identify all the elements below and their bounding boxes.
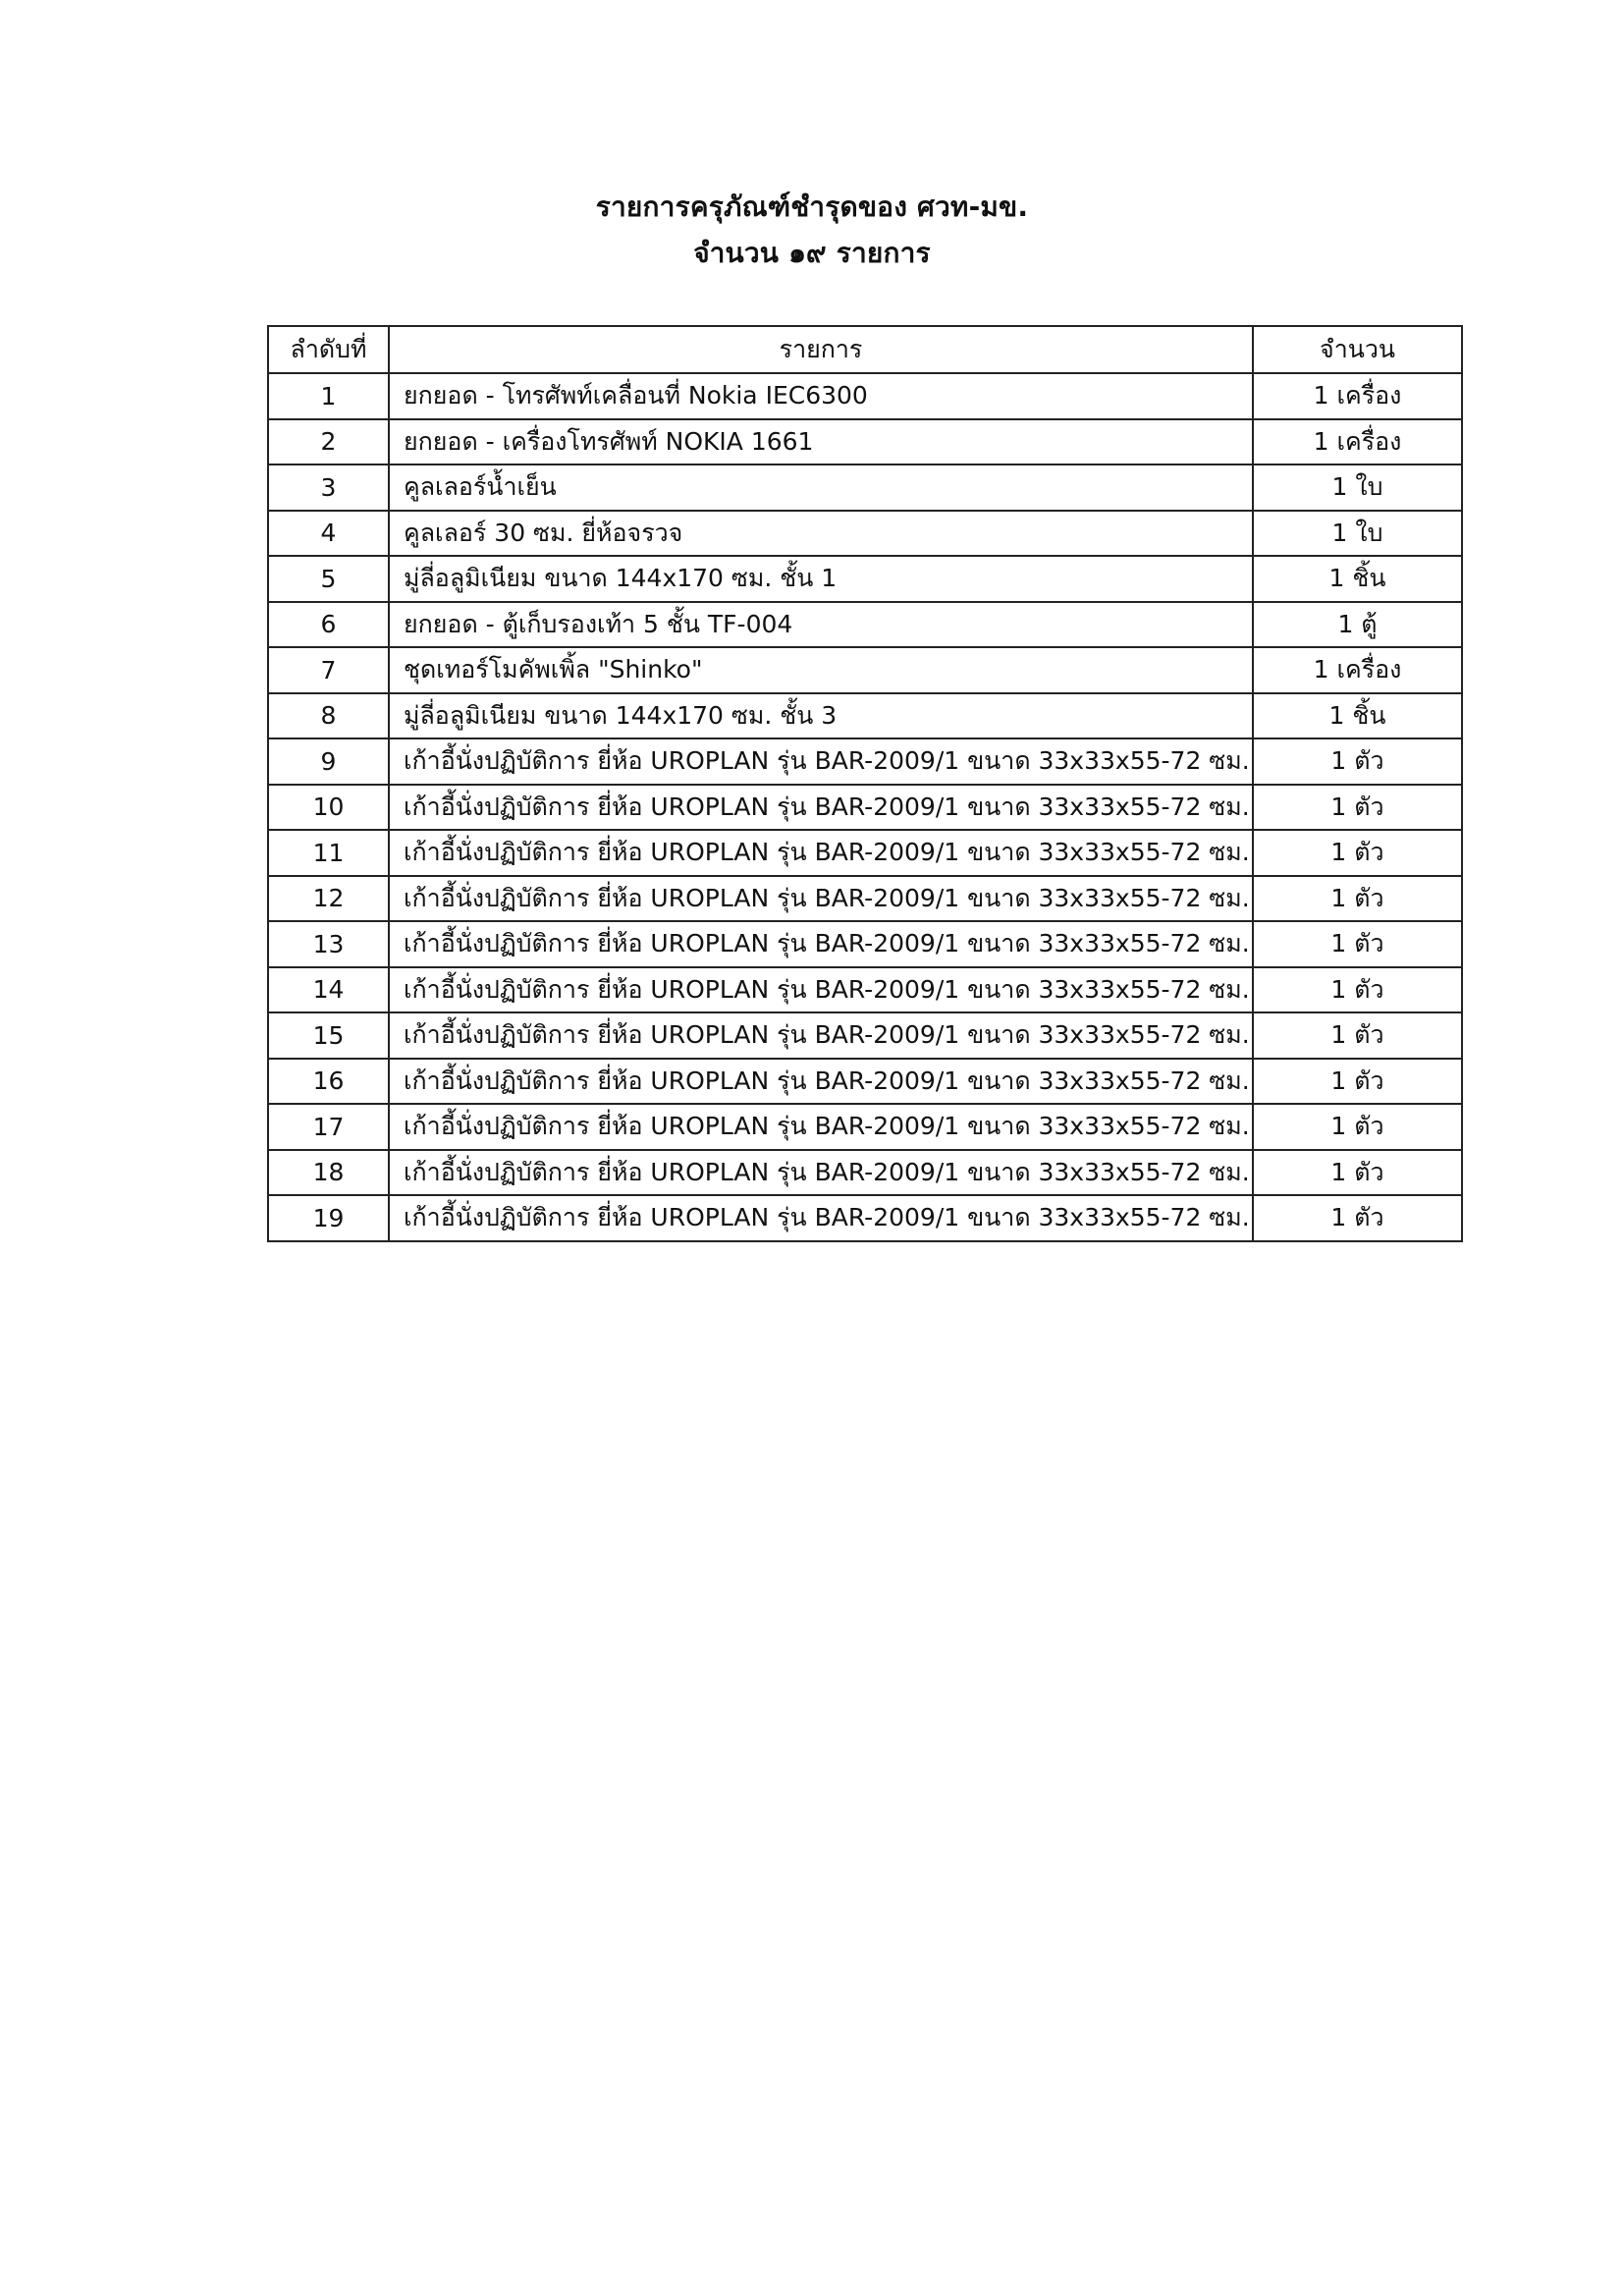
table-row bbox=[268, 1195, 1462, 1241]
header-qty: จำนวน bbox=[1253, 326, 1462, 373]
row-qty: 1 ใบ bbox=[1253, 511, 1462, 557]
row-qty: 1 ตัว bbox=[1253, 738, 1462, 785]
table-body bbox=[268, 373, 1462, 1241]
row-qty: 1 ตัว bbox=[1253, 785, 1462, 831]
row-item: มู่ลี่อลูมิเนียม ขนาด 144x170 ซม. ชั้น 1 bbox=[389, 556, 1253, 602]
row-qty: 1 ตัว bbox=[1253, 876, 1462, 922]
row-qty: 1 เครื่อง bbox=[1253, 419, 1462, 465]
table-row bbox=[268, 1059, 1462, 1105]
row-no: 11 bbox=[268, 830, 389, 876]
row-no: 14 bbox=[268, 967, 389, 1013]
table-row bbox=[268, 693, 1462, 739]
row-qty: 1 ชิ้น bbox=[1253, 556, 1462, 602]
row-qty: 1 ชิ้น bbox=[1253, 693, 1462, 739]
row-no: 1 bbox=[268, 373, 389, 419]
table-row bbox=[268, 419, 1462, 465]
row-item: คูลเลอร์น้ำเย็น bbox=[389, 465, 1253, 511]
row-qty: 1 ตัว bbox=[1253, 1150, 1462, 1196]
row-no: 8 bbox=[268, 693, 389, 739]
row-item: เก้าอี้นั่งปฏิบัติการ ยี่ห้อ UROPLAN รุ่น BAR-2009/1 ขนาด 33x33x55-72 ซม. bbox=[389, 1104, 1253, 1150]
table-row bbox=[268, 830, 1462, 876]
table-row bbox=[268, 1104, 1462, 1150]
row-no: 13 bbox=[268, 921, 389, 967]
document-subtitle: จำนวน ๑๙ รายการ bbox=[693, 237, 931, 269]
table-row bbox=[268, 556, 1462, 602]
row-qty: 1 ตัว bbox=[1253, 1059, 1462, 1105]
row-no: 5 bbox=[268, 556, 389, 602]
row-qty: 1 ตัว bbox=[1253, 1012, 1462, 1059]
row-qty: 1 ตัว bbox=[1253, 921, 1462, 967]
row-qty: 1 ตู้ bbox=[1253, 602, 1462, 648]
table-row bbox=[268, 511, 1462, 557]
row-no: 2 bbox=[268, 419, 389, 465]
row-item: เก้าอี้นั่งปฏิบัติการ ยี่ห้อ UROPLAN รุ่น BAR-2009/1 ขนาด 33x33x55-72 ซม. bbox=[389, 967, 1253, 1013]
row-item: เก้าอี้นั่งปฏิบัติการ ยี่ห้อ UROPLAN รุ่น BAR-2009/1 ขนาด 33x33x55-72 ซม. bbox=[389, 738, 1253, 785]
row-qty: 1 ใบ bbox=[1253, 465, 1462, 511]
row-item: เก้าอี้นั่งปฏิบัติการ ยี่ห้อ UROPLAN รุ่น BAR-2009/1 ขนาด 33x33x55-72 ซม. bbox=[389, 876, 1253, 922]
row-no: 15 bbox=[268, 1012, 389, 1059]
row-qty: 1 ตัว bbox=[1253, 830, 1462, 876]
row-no: 3 bbox=[268, 465, 389, 511]
table-row bbox=[268, 1150, 1462, 1196]
row-item: เก้าอี้นั่งปฏิบัติการ ยี่ห้อ UROPLAN รุ่น BAR-2009/1 ขนาด 33x33x55-72 ซม. bbox=[389, 785, 1253, 831]
row-item: ยกยอด - เครื่องโทรศัพท์ NOKIA 1661 bbox=[389, 419, 1253, 465]
header-no: ลำดับที่ bbox=[268, 326, 389, 373]
row-item: ชุดเทอร์โมคัพเพิ้ล "Shinko" bbox=[389, 647, 1253, 693]
row-item: เก้าอี้นั่งปฏิบัติการ ยี่ห้อ UROPLAN รุ่น BAR-2009/1 ขนาด 33x33x55-72 ซม. bbox=[389, 921, 1253, 967]
row-qty: 1 ตัว bbox=[1253, 1195, 1462, 1241]
table-row bbox=[268, 602, 1462, 648]
row-item: คูลเลอร์ 30 ซม. ยี่ห้อจรวจ bbox=[389, 511, 1253, 557]
row-item: ยกยอด - ตู้เก็บรองเท้า 5 ชั้น TF-004 bbox=[389, 602, 1253, 648]
table-row bbox=[268, 876, 1462, 922]
row-no: 4 bbox=[268, 511, 389, 557]
row-no: 12 bbox=[268, 876, 389, 922]
header-item: รายการ bbox=[389, 326, 1253, 373]
row-item: ยกยอด - โทรศัพท์เคลื่อนที่ Nokia IEC6300 bbox=[389, 373, 1253, 419]
table-row bbox=[268, 738, 1462, 785]
row-no: 16 bbox=[268, 1059, 389, 1105]
row-item: เก้าอี้นั่งปฏิบัติการ ยี่ห้อ UROPLAN รุ่น BAR-2009/1 ขนาด 33x33x55-72 ซม. bbox=[389, 1195, 1253, 1241]
table-header bbox=[268, 326, 1462, 373]
row-qty: 1 ตัว bbox=[1253, 967, 1462, 1013]
row-qty: 1 ตัว bbox=[1253, 1104, 1462, 1150]
row-no: 17 bbox=[268, 1104, 389, 1150]
header-row bbox=[268, 326, 1462, 373]
row-item: มู่ลี่อลูมิเนียม ขนาด 144x170 ซม. ชั้น 3 bbox=[389, 693, 1253, 739]
table-row bbox=[268, 785, 1462, 831]
row-no: 19 bbox=[268, 1195, 389, 1241]
document-title: รายการครุภัณฑ์ชำรุดของ ศวท-มข. bbox=[595, 191, 1029, 223]
table-row bbox=[268, 373, 1462, 419]
row-qty: 1 เครื่อง bbox=[1253, 373, 1462, 419]
row-item: เก้าอี้นั่งปฏิบัติการ ยี่ห้อ UROPLAN รุ่น BAR-2009/1 ขนาด 33x33x55-72 ซม. bbox=[389, 1012, 1253, 1059]
row-no: 9 bbox=[268, 738, 389, 785]
row-item: เก้าอี้นั่งปฏิบัติการ ยี่ห้อ UROPLAN รุ่น BAR-2009/1 ขนาด 33x33x55-72 ซม. bbox=[389, 1059, 1253, 1105]
inventory-table bbox=[267, 325, 1463, 1242]
table-row bbox=[268, 647, 1462, 693]
row-item: เก้าอี้นั่งปฏิบัติการ ยี่ห้อ UROPLAN รุ่น BAR-2009/1 ขนาด 33x33x55-72 ซม. bbox=[389, 830, 1253, 876]
row-qty: 1 เครื่อง bbox=[1253, 647, 1462, 693]
table-row bbox=[268, 1012, 1462, 1059]
row-item: เก้าอี้นั่งปฏิบัติการ ยี่ห้อ UROPLAN รุ่น BAR-2009/1 ขนาด 33x33x55-72 ซม. bbox=[389, 1150, 1253, 1196]
table-row bbox=[268, 921, 1462, 967]
row-no: 18 bbox=[268, 1150, 389, 1196]
table-row bbox=[268, 465, 1462, 511]
row-no: 7 bbox=[268, 647, 389, 693]
row-no: 6 bbox=[268, 602, 389, 648]
row-no: 10 bbox=[268, 785, 389, 831]
table-row bbox=[268, 967, 1462, 1013]
